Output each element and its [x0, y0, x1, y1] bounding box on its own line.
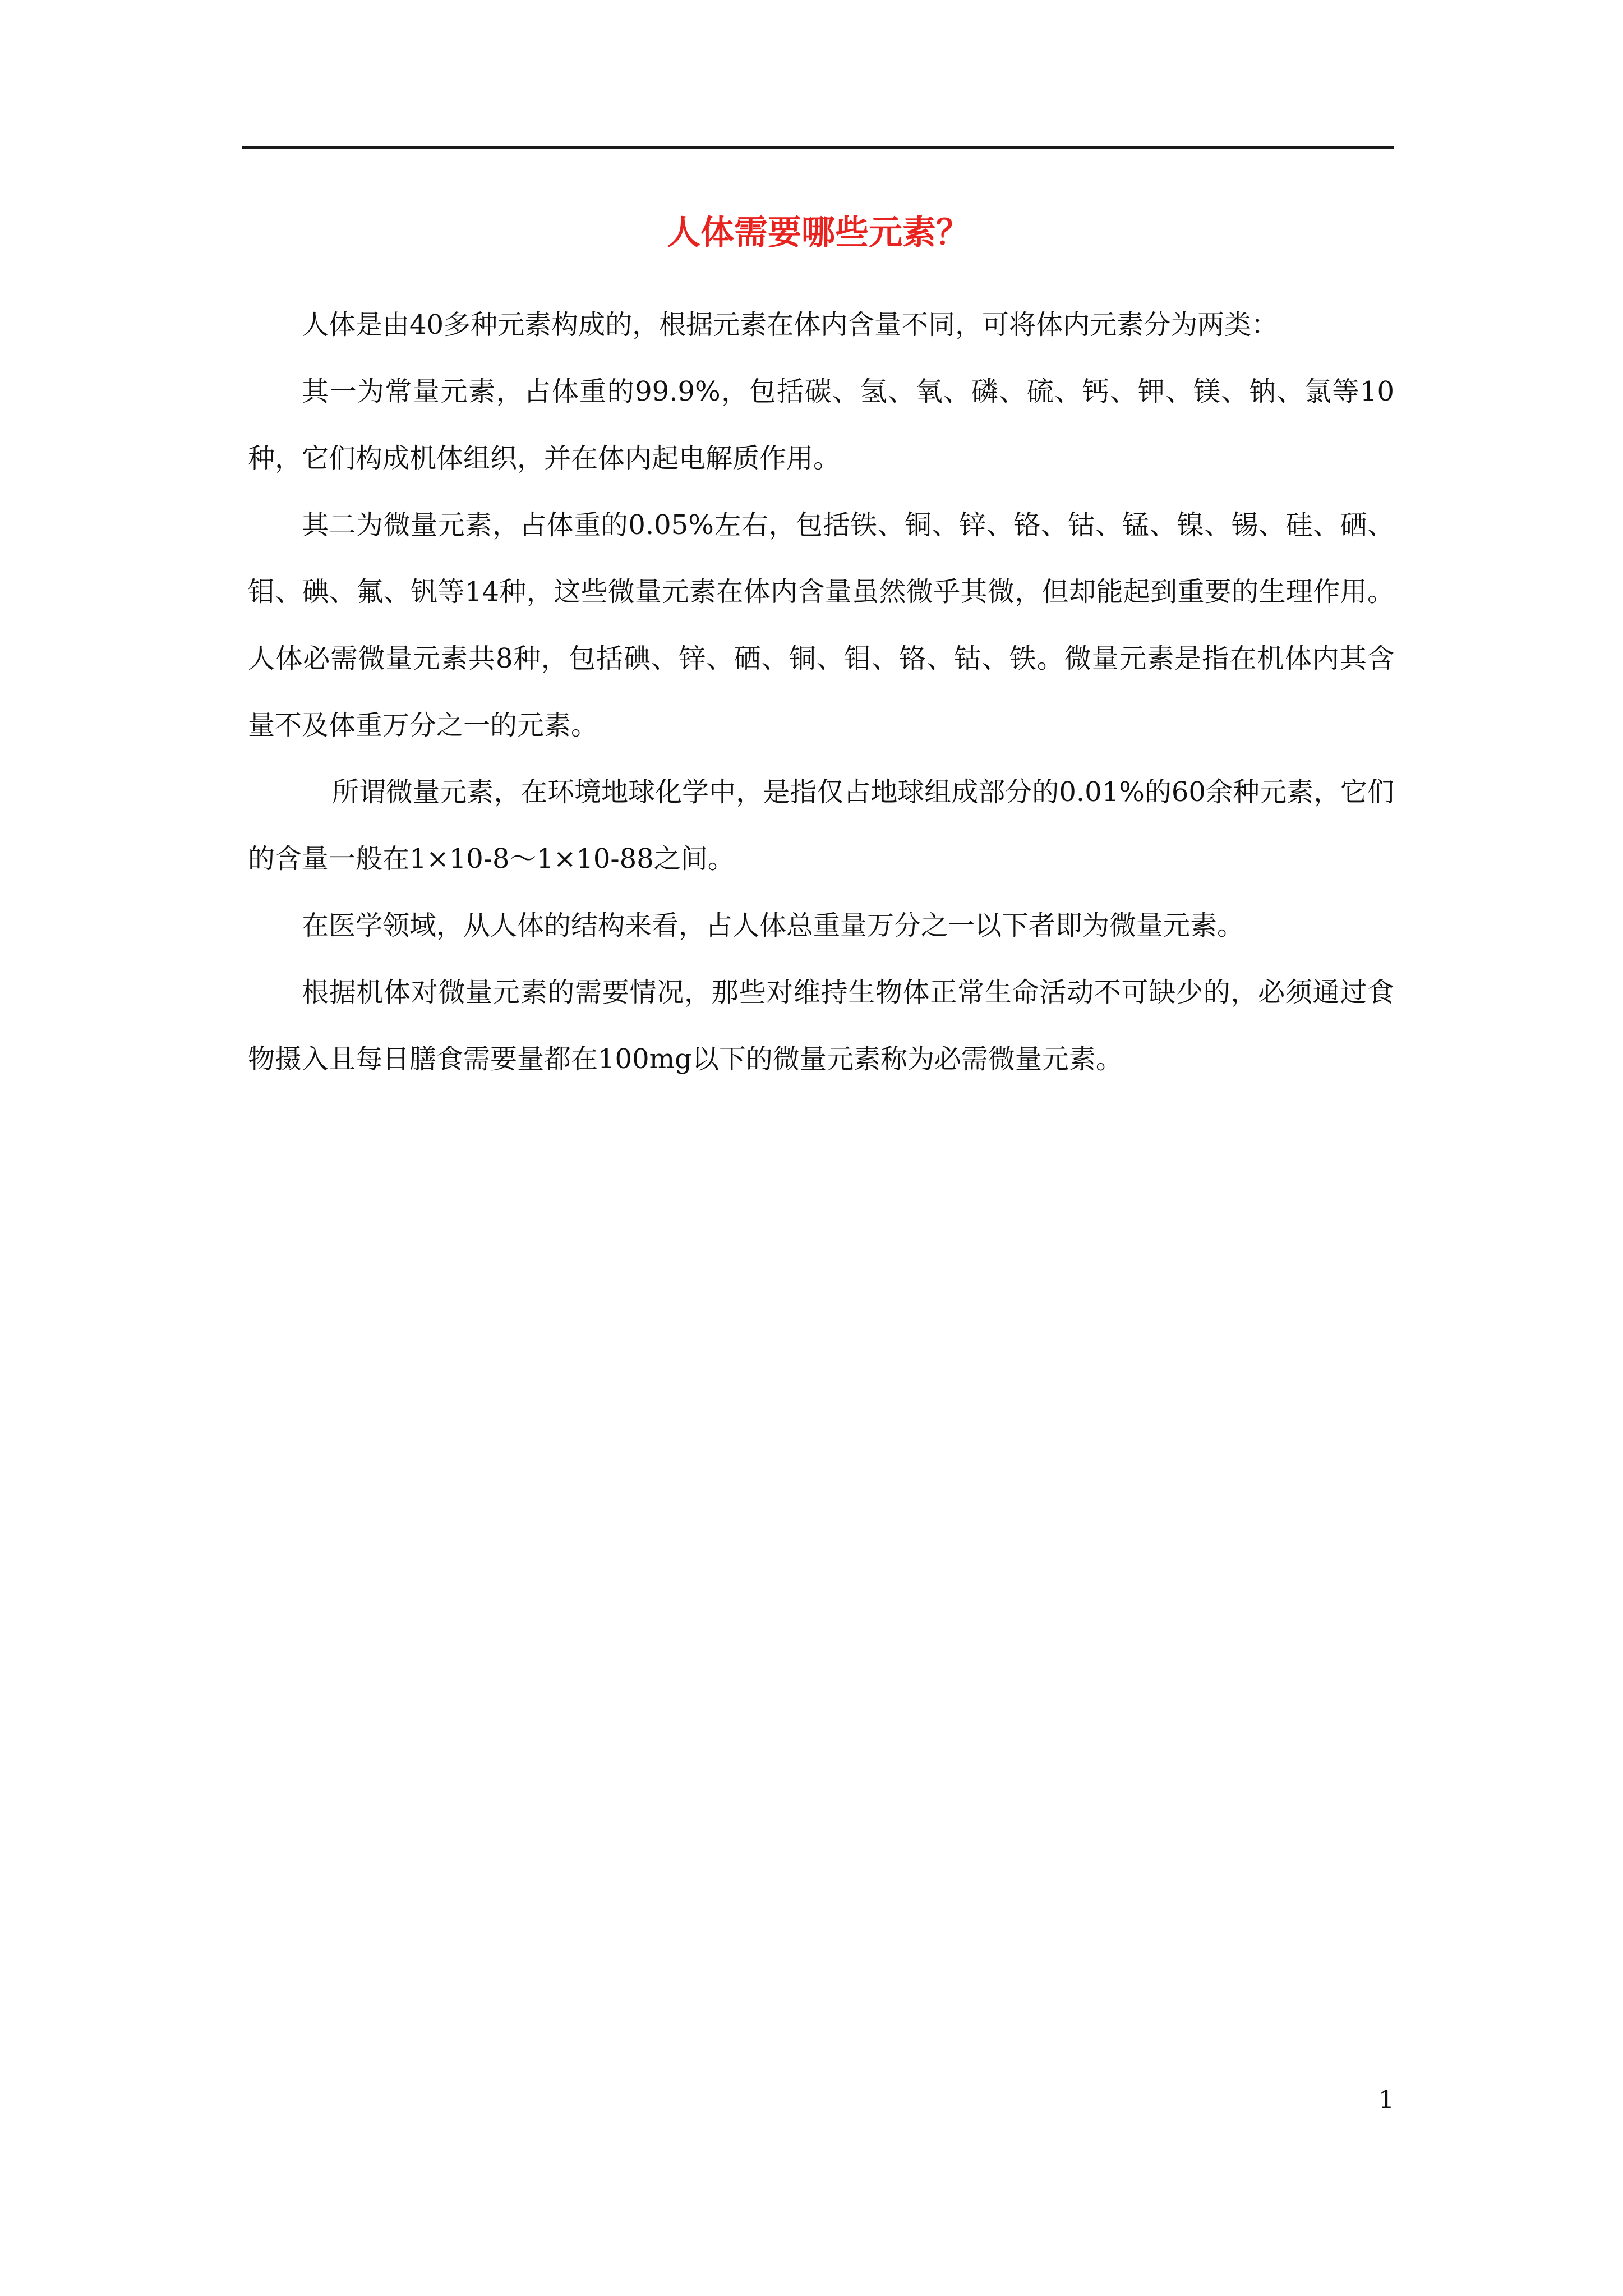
paragraph-essential: 根据机体对微量元素的需要情况，那些对维持生物体正常生命活动不可缺少的，必须通过食物摄入且每日膳食需要量都在100mg以下的微量元素称为必需微量元素。: [248, 977, 1394, 1075]
paragraph-medical: 在医学领域，从人体的结构来看，占人体总重量万分之一以下者即为微量元素。: [302, 910, 1244, 941]
header-rule: [242, 146, 1394, 149]
page-number: 1: [1378, 2086, 1394, 2114]
document-body: [248, 292, 1394, 1093]
paragraph-trace-elements: 其二为微量元素，占体重的0.05%左右，包括铁、铜、锌、铬、钴、锰、镍、锡、硅、硒、钼、碘、氟、钒等14种，这些微量元素在体内含量虽然微乎其微，但却能起到重要的生理作用。人体必需微量元素共8种，包括碘、锌、硒、铜、钼、铬、钴、铁。微量元素是指在机体内其含量不及体重万分之一的元素。: [248, 509, 1394, 741]
paragraph-geochemistry: 所谓微量元素，在环境地球化学中，是指仅占地球组成部分的0.01%的60余种元素，它们的含量一般在1×10-8～1×10-88之间。: [248, 776, 1394, 875]
document-title: 人体需要哪些元素？: [667, 213, 970, 252]
paragraph-macro-elements: 其一为常量元素，占体重的99.9%，包括碳、氢、氧、磷、硫、钙、钾、镁、钠、氯等10种，它们构成机体组织，并在体内起电解质作用。: [248, 376, 1394, 474]
paragraph-intro: 人体是由40多种元素构成的，根据元素在体内含量不同，可将体内元素分为两类：: [302, 309, 1279, 341]
